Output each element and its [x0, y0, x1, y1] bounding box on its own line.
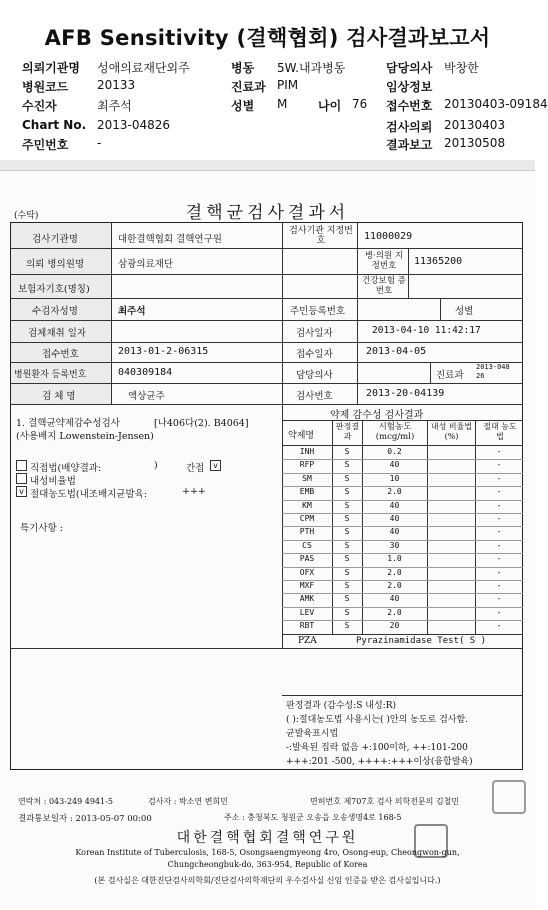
- sens-cell-drug: PAS: [299, 554, 315, 564]
- sens-cell-conc: 40: [389, 594, 400, 604]
- field-value: 2013-20-04139: [366, 388, 445, 399]
- option-ratio: 내성비율법: [30, 476, 76, 487]
- field-value: 2013-04-10 11:42:17: [372, 325, 481, 336]
- field-value: 삼광의료재단: [118, 259, 174, 270]
- footer-report-date: 결과통보일자 : 2013-05-07 00:00: [18, 814, 152, 824]
- sens-cell-drug: RFP: [299, 460, 315, 470]
- sens-cell-drug: CS: [302, 540, 312, 550]
- note-line: -:발육된 집락 없음 +:100이하, ++:101-200: [286, 743, 468, 753]
- sens-cell-drug: INH: [299, 447, 315, 456]
- sens-cell-conc: 40: [389, 500, 400, 510]
- sens-cell-abs: -: [496, 447, 502, 456]
- header-value: 20130403: [444, 118, 506, 132]
- option-absolute: 절대농도법(내조배지균발육:: [30, 489, 148, 500]
- header-label: 진료과: [231, 80, 266, 94]
- header-value: M: [277, 97, 288, 111]
- sens-cell-conc: 2.0: [387, 581, 402, 590]
- sens-cell-conc: 2.0: [387, 487, 402, 497]
- method-code: [나406다(2). B4064]: [154, 418, 249, 429]
- grid-line: [282, 695, 523, 696]
- header-value: -: [97, 136, 102, 150]
- field-label: 병·의원 지정번호: [364, 251, 404, 271]
- checkbox-indirect: v: [210, 460, 221, 471]
- option-direct-close: ): [154, 460, 158, 471]
- field-label: 담당의사: [296, 370, 333, 381]
- checkbox-direct: [16, 460, 27, 471]
- grid-line: [10, 342, 523, 343]
- header-value: 20130508: [444, 136, 506, 150]
- grid-line: [282, 222, 283, 404]
- sens-cell-result: S: [344, 554, 350, 564]
- sens-header: 절대 농도법: [483, 422, 517, 441]
- header-value: 20133: [97, 78, 136, 92]
- header-label: 수진자: [22, 99, 57, 113]
- sens-cell-conc: 2.0: [387, 567, 402, 577]
- sens-cell-drug: RBT: [299, 621, 315, 631]
- grid-line: [282, 634, 523, 635]
- sens-cell-conc: 20: [389, 621, 400, 631]
- sensitivity-title: 약제 감수성 검사결과: [330, 410, 424, 421]
- field-value: 2013-04-05: [366, 346, 427, 357]
- header-value: 2013-04826: [97, 118, 171, 132]
- note-line: ( ):절대농도법 사용시는( )안의 농도로 검사함.: [286, 715, 469, 725]
- sens-cell-drug: LEV: [299, 607, 315, 617]
- header-value: 최주석: [97, 99, 132, 113]
- grid-line: [10, 362, 523, 363]
- sens-cell-abs: -: [496, 581, 502, 590]
- sens-cell-result: S: [344, 473, 350, 483]
- grid-line: [282, 420, 523, 421]
- sens-cell-conc: 40: [389, 514, 400, 523]
- header-label: 의뢰기관명: [22, 61, 80, 75]
- header-label: 나이: [318, 99, 342, 113]
- header-label: 접수번호: [386, 99, 433, 113]
- field-label: 건강보험 증번호: [362, 276, 406, 296]
- sens-cell-result: S: [344, 514, 350, 523]
- sens-cell-abs: -: [496, 527, 502, 537]
- sens-cell-abs: -: [496, 594, 502, 604]
- sens-cell-abs: -: [496, 554, 502, 564]
- divider: [0, 160, 535, 170]
- field-label: 검사번호: [296, 391, 333, 402]
- sens-cell-drug: SM: [302, 473, 312, 483]
- grid-line: [10, 248, 523, 249]
- header-value: 성애의료재단외주: [97, 61, 190, 75]
- header-label: 병동: [231, 61, 255, 75]
- sens-cell-conc: 2.0: [387, 607, 402, 617]
- sens-cell-conc: 1.0: [387, 554, 402, 564]
- footer-contact: 연락처 : 043-249 4941-5: [18, 797, 113, 806]
- field-label: 검체채취 일자: [28, 328, 87, 339]
- sens-cell-result: S: [344, 567, 350, 577]
- header-value: 76: [352, 97, 368, 111]
- header-label: 결과보고: [386, 138, 433, 152]
- field-label: 검사일자: [296, 328, 333, 339]
- field-label: 보험자기호(명칭): [18, 284, 90, 295]
- sens-cell-abs: -: [496, 567, 502, 577]
- field-value: 040309184: [118, 367, 173, 378]
- sens-cell-abs: -: [496, 487, 502, 497]
- footer-org-ko: 대한결핵협회결핵연구원: [176, 830, 359, 846]
- field-value: 액상균주: [128, 391, 165, 402]
- method-title: 1. 결핵균약제감수성검사: [16, 418, 120, 429]
- grid-line: [10, 320, 523, 321]
- header-label: 주민번호: [22, 138, 69, 152]
- footer-disclaimer: (본 검사실은 대한진단검사의학회/진단검사의학재단의 우수검사실 신임 인증을 받은 검사실입니다.): [94, 876, 441, 885]
- field-value: 11365200: [414, 256, 463, 267]
- sens-cell-conc: 0.2: [387, 447, 402, 456]
- sens-cell-abs: -: [496, 460, 502, 470]
- header-label: 임상정보: [386, 80, 433, 94]
- footer-org-en: Chungcheongbuk-do, 363-954, Republic of Korea: [167, 860, 368, 869]
- document-title: 결핵균검사결과서: [185, 203, 350, 223]
- method-medium: (사용배지 Lowenstein-Jensen): [16, 431, 154, 442]
- sens-cell-result: S: [344, 460, 350, 470]
- option-direct: 직접법(배양결과:: [30, 463, 102, 474]
- grid-line: [10, 298, 523, 299]
- sens-cell-abs: -: [496, 621, 502, 631]
- sens-header: 내성 비율법(%): [430, 422, 473, 441]
- stamp-icon: [492, 780, 526, 814]
- sens-header: 판정결과: [335, 422, 360, 441]
- field-label: 검사기관 지정번호: [289, 226, 353, 246]
- checkbox-ratio: [16, 473, 27, 484]
- sens-cell-abs: -: [496, 500, 502, 510]
- note-line: 균발육표시법: [286, 729, 339, 739]
- sens-cell-result: S: [344, 500, 350, 510]
- field-label: 검사기관명: [32, 234, 78, 245]
- grid-line: [408, 248, 409, 298]
- field-label: 의뢰 병의원명: [26, 259, 85, 270]
- footer-tester: 검사자 : 박소연 변희민: [148, 797, 228, 806]
- field-label: 접수번호: [42, 349, 79, 360]
- pza-label: PZA: [298, 636, 317, 646]
- grid-line: [10, 274, 523, 275]
- sens-cell-result: S: [344, 487, 350, 497]
- footer-org-en: Korean Institute of Tuberculosis, 168-5, Osongsaengmyeong 4ro, Osong-eup, Cheongwon-gun,: [75, 848, 460, 857]
- sens-cell-conc: 10: [389, 473, 400, 483]
- sens-cell-abs: -: [496, 540, 502, 550]
- sens-cell-result: S: [344, 594, 350, 604]
- header-value: 5W.내과병동: [277, 61, 346, 75]
- pza-value: Pyrazinamidase Test( S ): [356, 636, 487, 646]
- field-label: 병원환자 등록번호: [14, 370, 87, 380]
- field-value: 2013-048 26: [476, 363, 510, 380]
- sens-cell-drug: CPM: [299, 514, 315, 523]
- grid-line: [10, 404, 523, 405]
- sens-cell-result: S: [344, 621, 350, 631]
- header-label: 검사의뢰: [386, 120, 433, 134]
- grid-line: [10, 383, 523, 384]
- header-value: 박창한: [444, 61, 479, 75]
- footer-address: 주소 : 충청북도 청원군 오송읍 오송생명4로 168-5: [224, 813, 402, 822]
- sens-cell-drug: EMB: [299, 487, 315, 497]
- field-value: 2013-01-2-06315: [118, 346, 209, 357]
- field-label: 진료과: [436, 370, 464, 381]
- note-line: +++:201 -500, ++++:+++이상(융합발육): [286, 757, 473, 767]
- sens-cell-drug: AMK: [299, 594, 315, 604]
- remarks-label: 특기사항 :: [20, 523, 63, 534]
- sens-header: 시험농도 (mcg/ml): [375, 422, 415, 442]
- sens-cell-conc: 40: [389, 527, 400, 537]
- sens-cell-drug: MXF: [299, 581, 315, 590]
- field-value: 11000029: [364, 231, 413, 242]
- sens-cell-abs: -: [496, 607, 502, 617]
- header-label: Chart No.: [22, 118, 87, 132]
- note-line: 판정결과 (감수성:S 내성:R): [286, 701, 396, 711]
- sens-cell-result: S: [344, 581, 350, 590]
- sens-cell-drug: KM: [302, 500, 312, 510]
- sens-cell-drug: PTH: [299, 527, 315, 537]
- sens-cell-abs: -: [496, 473, 502, 483]
- field-value: 대한결핵협회 결핵연구원: [118, 234, 222, 245]
- header-value: 20130403-09184: [444, 97, 548, 111]
- sens-cell-result: S: [344, 540, 350, 550]
- footer-license: 면허번호 제707호 검사 의학전문의 김철민: [310, 797, 460, 806]
- sens-cell-result: S: [344, 447, 350, 456]
- field-label: 접수일자: [296, 349, 333, 360]
- sens-cell-conc: 40: [389, 460, 400, 470]
- sens-header: 약제명: [288, 431, 315, 441]
- document-subtitle: (수탁): [14, 211, 39, 221]
- sens-cell-result: S: [344, 527, 350, 537]
- sens-cell-drug: OFX: [299, 567, 315, 577]
- report-title: AFB Sensitivity (결핵협회) 검사결과보고서: [44, 26, 491, 50]
- field-label: 수검자성명: [32, 306, 78, 317]
- sens-cell-abs: -: [496, 514, 502, 523]
- sens-cell-result: S: [344, 607, 350, 617]
- grid-line: [440, 298, 441, 320]
- header-label: 성별: [231, 99, 255, 113]
- grid-line: [111, 222, 112, 404]
- checkbox-absolute: v: [16, 486, 27, 497]
- field-label: 성별: [455, 306, 474, 317]
- grid-line: [357, 222, 358, 404]
- header-label: 담당의사: [386, 61, 433, 75]
- header-label: 병원코드: [22, 80, 69, 94]
- option-absolute-value: +++: [182, 486, 206, 497]
- option-indirect: 간접: [186, 463, 205, 474]
- grid-line: [282, 445, 523, 446]
- grid-line: [430, 362, 431, 383]
- header-value: PIM: [277, 78, 299, 92]
- field-label: 주민등록번호: [290, 306, 346, 317]
- sens-cell-conc: 30: [389, 540, 400, 550]
- field-label: 검 체 명: [42, 391, 76, 402]
- grid-line: [10, 648, 523, 649]
- field-value: 최주석: [118, 306, 146, 317]
